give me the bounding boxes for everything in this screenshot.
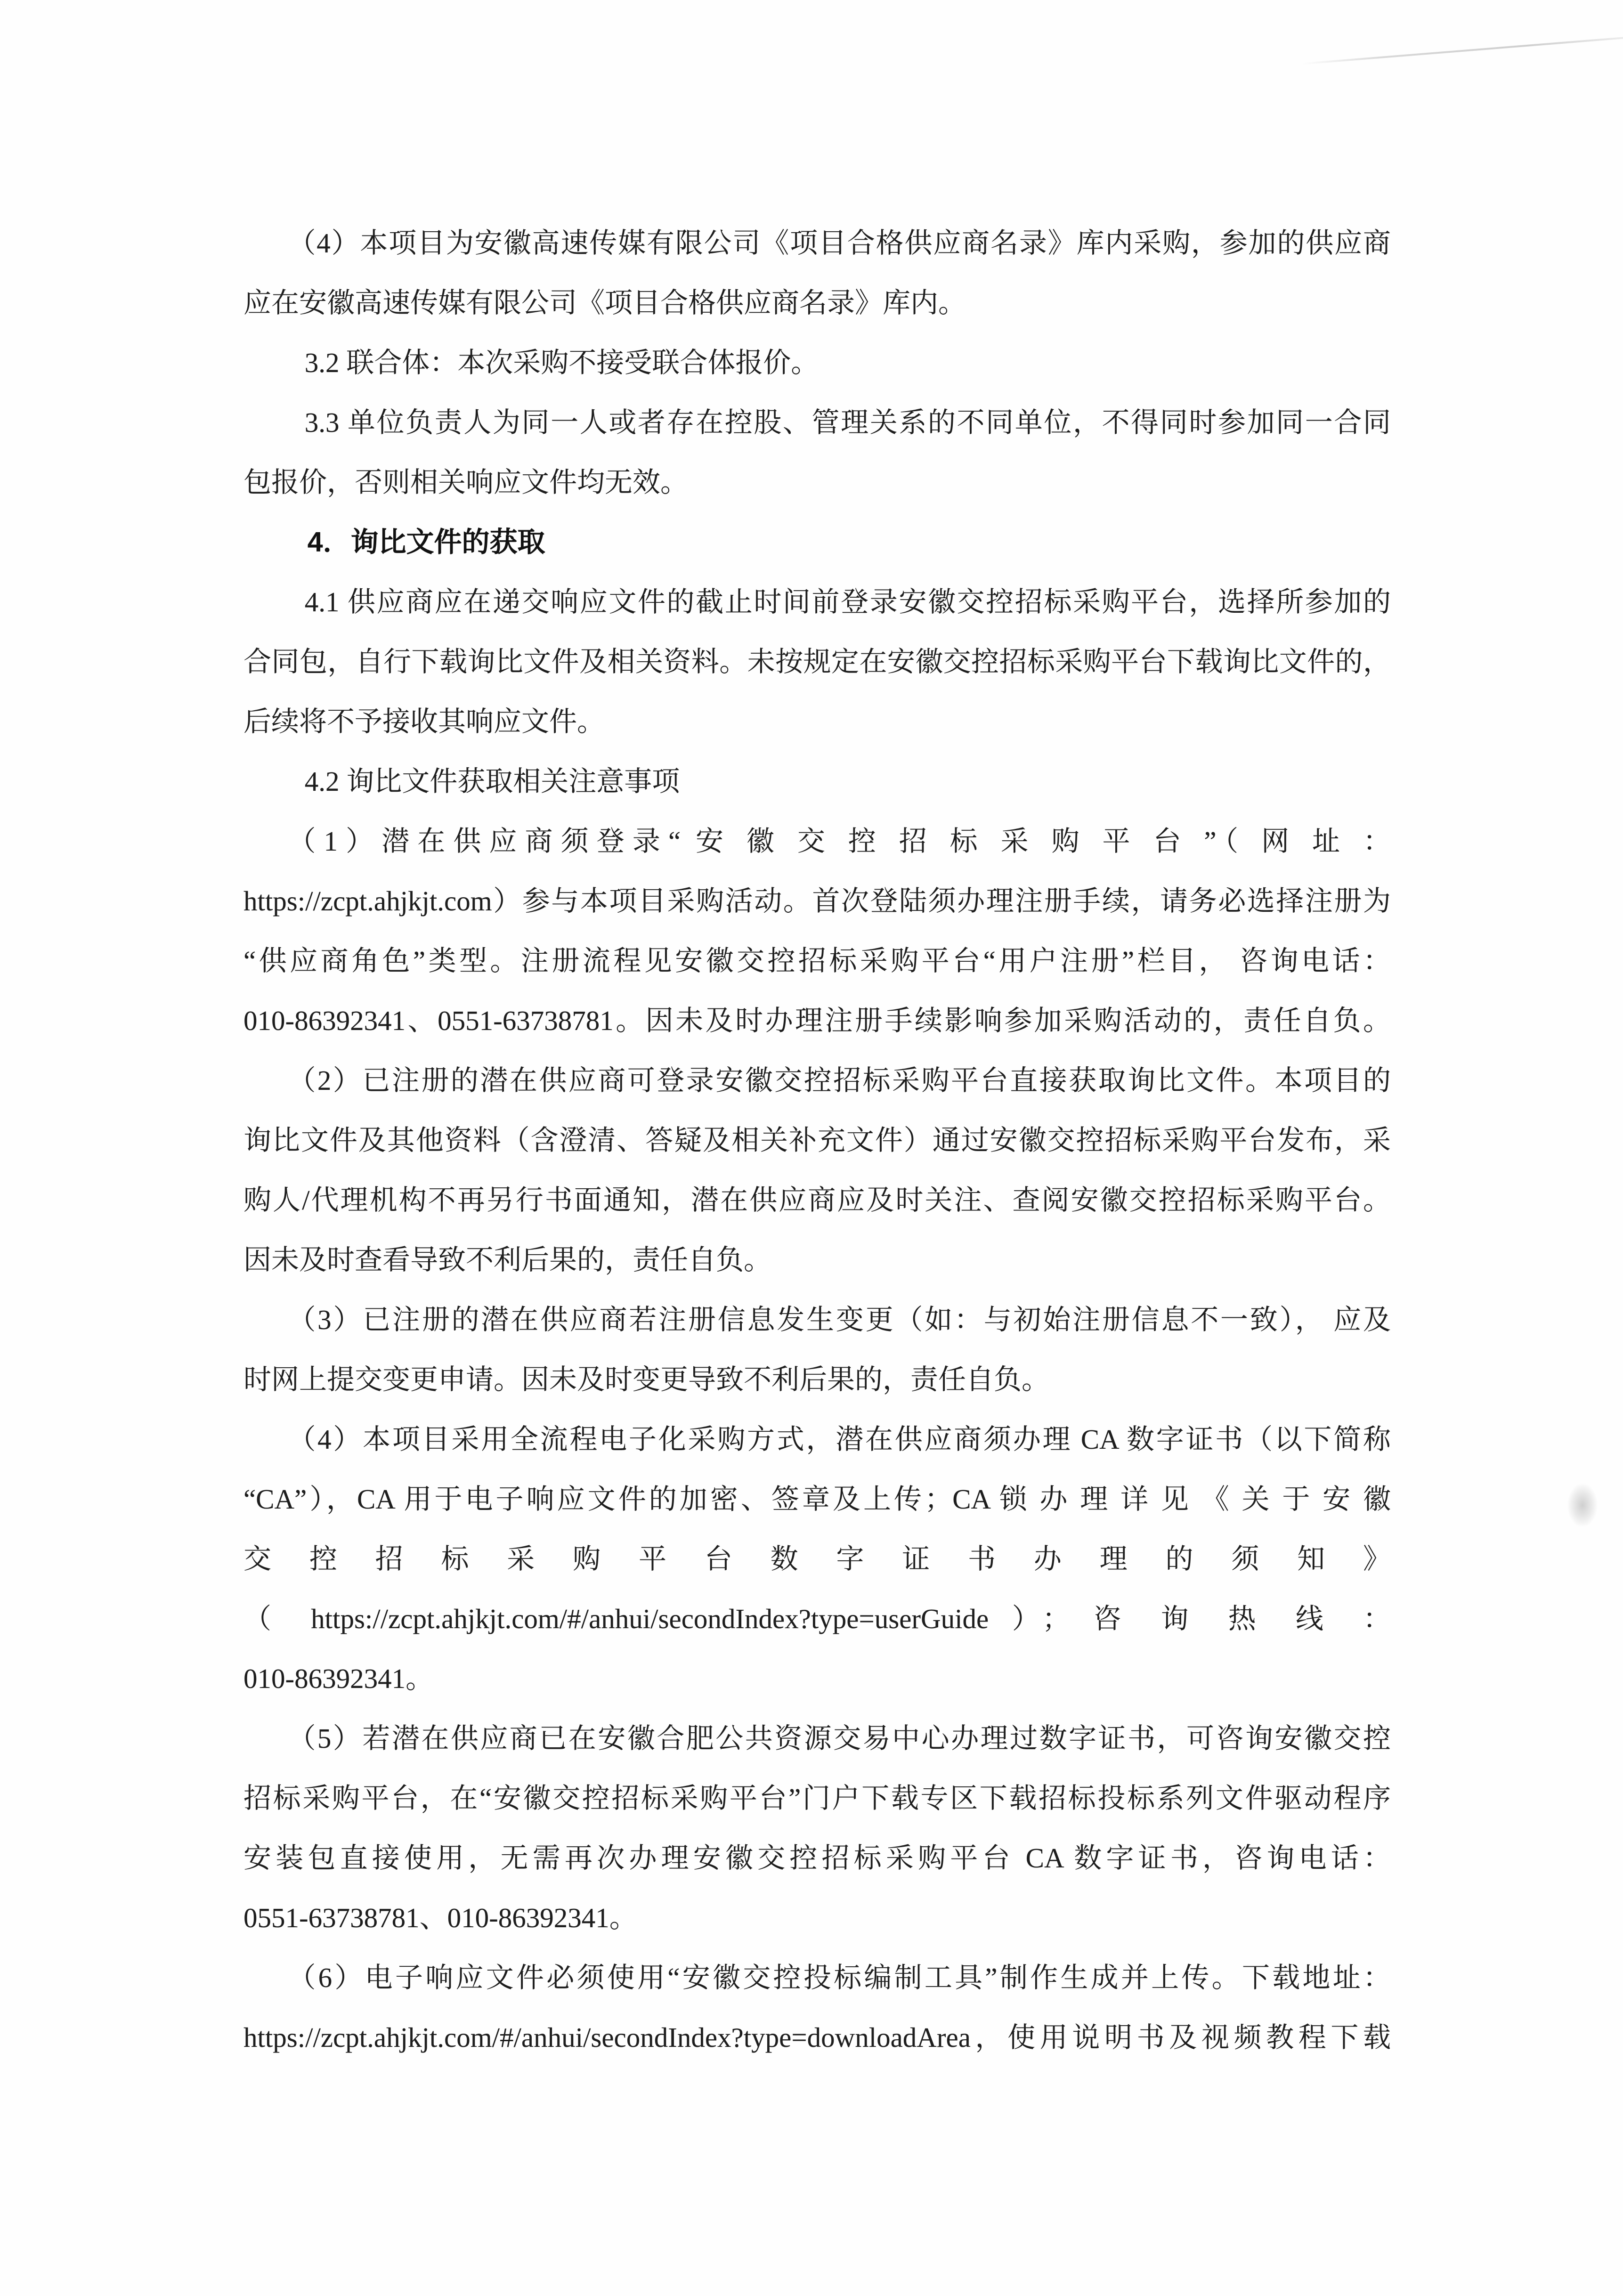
text-line: “CA”），CA 用于电子响应文件的加密、签章及上传；CA 锁 办 理 详 见 《 关 于 安 徽 — [243, 1484, 1391, 1515]
document-body — [243, 213, 1391, 2068]
text-line: https://zcpt.ahjkjt.com/#/anhui/secondIndex?type=downloadArea，使用说明书及视频教程下载 — [243, 2022, 1391, 2053]
text-line: 购人/代理机构不再另行书面通知，潜在供应商应及时关注、查阅安徽交控招标采购平台。 — [243, 1185, 1391, 1216]
scan-artifact-smudge — [1567, 1484, 1598, 1527]
text-line: 4.2 询比文件获取相关注意事项 — [304, 766, 680, 797]
text-line: 包报价，否则相关响应文件均无效。 — [243, 467, 689, 498]
text-line: 因未及时查看导致不利后果的，责任自负。 — [243, 1244, 772, 1275]
text-line: （4）本项目为安徽高速传媒有限公司《项目合格供应商名录》库内采购，参加的供应商 — [288, 227, 1391, 259]
text-line: 3.2 联合体：本次采购不接受联合体报价。 — [304, 347, 819, 378]
text-line: 0551-63738781、010-86392341。 — [243, 1902, 637, 1933]
text-line: 合同包，自行下载询比文件及相关资料。未按规定在安徽交控招标采购平台下载询比文件的， — [243, 646, 1391, 677]
text-line: 4.1 供应商应在递交响应文件的截止时间前登录安徽交控招标采购平台，选择所参加的 — [304, 586, 1391, 617]
text-line: 询比文件及其他资料（含澄清、答疑及相关补充文件）通过安徽交控招标采购平台发布，采 — [243, 1125, 1391, 1156]
scan-artifact-line — [1302, 37, 1623, 65]
text-line: 安装包直接使用，无需再次办理安徽交控招标采购平台 CA 数字证书，咨询电话： — [243, 1842, 1391, 1874]
text-line: 交 控 招 标 采 购 平 台 数 字 证 书 办 理 的 须 知 》 — [243, 1543, 1391, 1574]
text-line: “供应商角色”类型。注册流程见安徽交控招标采购平台“用户注册”栏目， 咨询电话： — [243, 945, 1391, 976]
text-line: 010-86392341、0551-63738781。因未及时办理注册手续影响参加采购活动的，责任自负。 — [243, 1005, 1391, 1036]
text-line: https://zcpt.ahjkjt.com）参与本项目采购活动。首次登陆须办理注册手续，请务必选择注册为 — [243, 885, 1391, 917]
text-line: （2）已注册的潜在供应商可登录安徽交控招标采购平台直接获取询比文件。本项目的 — [288, 1065, 1391, 1096]
text-line: （6）电子响应文件必须使用“安徽交控投标编制工具”制作生成并上传。下载地址： — [288, 1962, 1391, 1993]
text-line: （5）若潜在供应商已在安徽合肥公共资源交易中心办理过数字证书，可咨询安徽交控 — [288, 1723, 1391, 1754]
text-line: 后续将不予接收其响应文件。 — [243, 706, 605, 737]
text-line: （3）已注册的潜在供应商若注册信息发生变更（如：与初始注册信息不一致）， 应及 — [288, 1304, 1391, 1335]
text-line: 应在安徽高速传媒有限公司《项目合格供应商名录》库内。 — [243, 287, 966, 318]
text-line: 时网上提交变更申请。因未及时变更导致不利后果的，责任自负。 — [243, 1364, 1050, 1395]
text-line: （1）潜在供应商须登录“ 安 徽 交 控 招 标 采 购 平 台 ”（ 网 址 ： — [288, 826, 1391, 857]
section-heading: 4．询比文件的获取 — [307, 527, 545, 558]
text-line: 3.3 单位负责人为同一人或者存在控股、管理关系的不同单位，不得同时参加同一合同 — [304, 407, 1391, 438]
text-line: 招标采购平台，在“安徽交控招标采购平台”门户下载专区下载招标投标系列文件驱动程序 — [243, 1783, 1391, 1814]
text-line: （4）本项目采用全流程电子化采购方式，潜在供应商须办理 CA 数字证书（以下简称 — [288, 1424, 1391, 1455]
text-line: 010-86392341。 — [243, 1663, 434, 1694]
text-line: （ https://zcpt.ahjkjt.com/#/anhui/secondIndex?type=userGuide ）； 咨 询 热 线 ： — [243, 1603, 1391, 1634]
